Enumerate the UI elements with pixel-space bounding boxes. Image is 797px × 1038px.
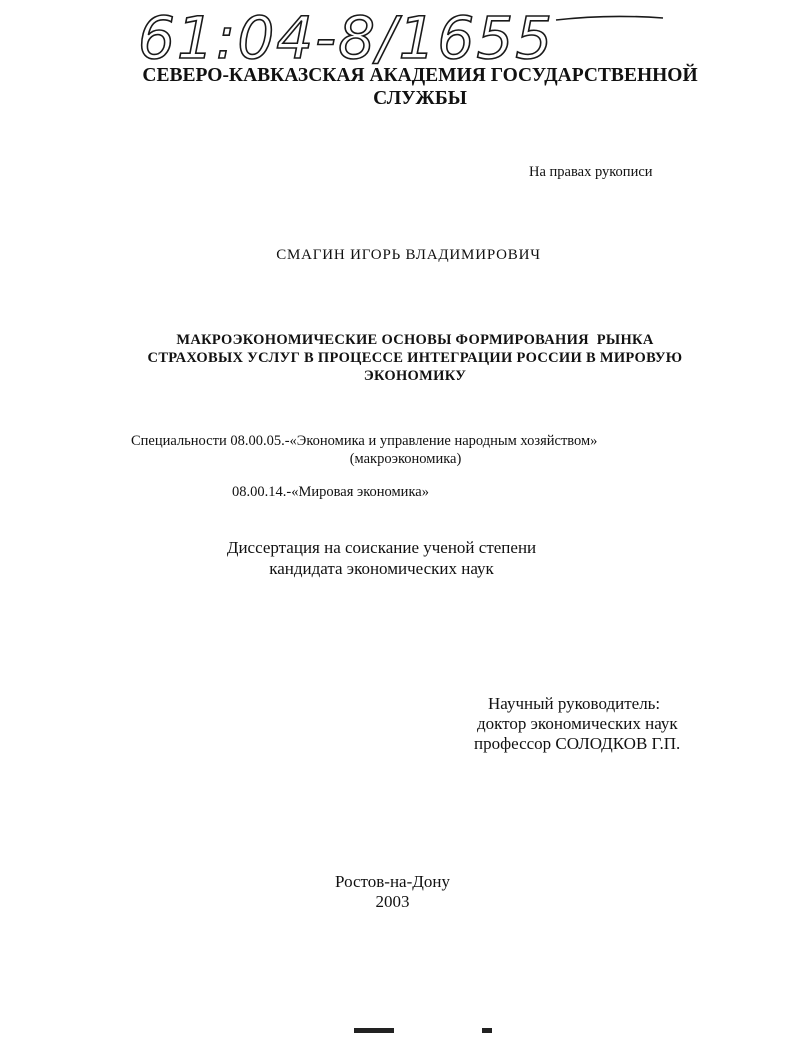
institution-line-1: СЕВЕРО-КАВКАЗСКАЯ АКАДЕМИЯ ГОСУДАРСТВЕННОЙ [142,65,698,86]
handwritten-archive-mark-text: 61:04-8/1655 [138,4,555,72]
handwritten-archive-mark-drawing [138,2,658,72]
scan-artifact-drawing [354,1025,494,1033]
scan-artifact-mark-1 [354,1028,394,1033]
place-and-year [0,872,797,912]
supervisor-name: профессор СОЛОДКОВ Г.П. [474,734,681,753]
title-line-1: МАКРОЭКОНОМИЧЕСКИЕ ОСНОВЫ ФОРМИРОВАНИЯ РЫНКА [176,332,654,348]
scan-artifact-mark-2 [482,1028,492,1033]
title-line-2: СТРАХОВЫХ УСЛУГ В ПРОЦЕССЕ ИНТЕГРАЦИИ РОССИИ В МИРОВУЮ [147,350,683,366]
year: 2003 [375,892,410,911]
next-page-scan-artifact [354,1020,494,1028]
degree-statement [0,537,797,579]
manuscript-rights-note: На правах рукописи [529,164,653,180]
institution-name [80,64,760,110]
specialty-line-1: Специальности 08.00.05.-«Экономика и управление народным хозяйством» [131,433,598,449]
supervisor-degree: доктор экономических наук [477,714,678,733]
author-name-text: СМАГИН ИГОРЬ ВЛАДИМИРОВИЧ [276,247,541,263]
degree-line-2: кандидата экономических наук [269,559,494,578]
specialty-line-1-subtitle: (макроэкономика) [349,451,462,467]
title-line-3: ЭКОНОМИКУ [363,368,467,384]
degree-line-1: Диссертация на соискание ученой степени [226,538,537,557]
specialty-line-2: 08.00.14.-«Мировая экономика» [232,484,429,500]
city: Ростов-на-Дону [335,872,450,891]
dissertation-title [90,331,740,385]
institution-line-2: СЛУЖБЫ [373,88,467,109]
supervisor-label: Научный руководитель: [488,694,661,713]
scientific-supervisor [474,694,680,754]
author-name [0,247,797,264]
handwritten-archive-mark [138,2,658,72]
handwritten-underline [556,16,663,20]
